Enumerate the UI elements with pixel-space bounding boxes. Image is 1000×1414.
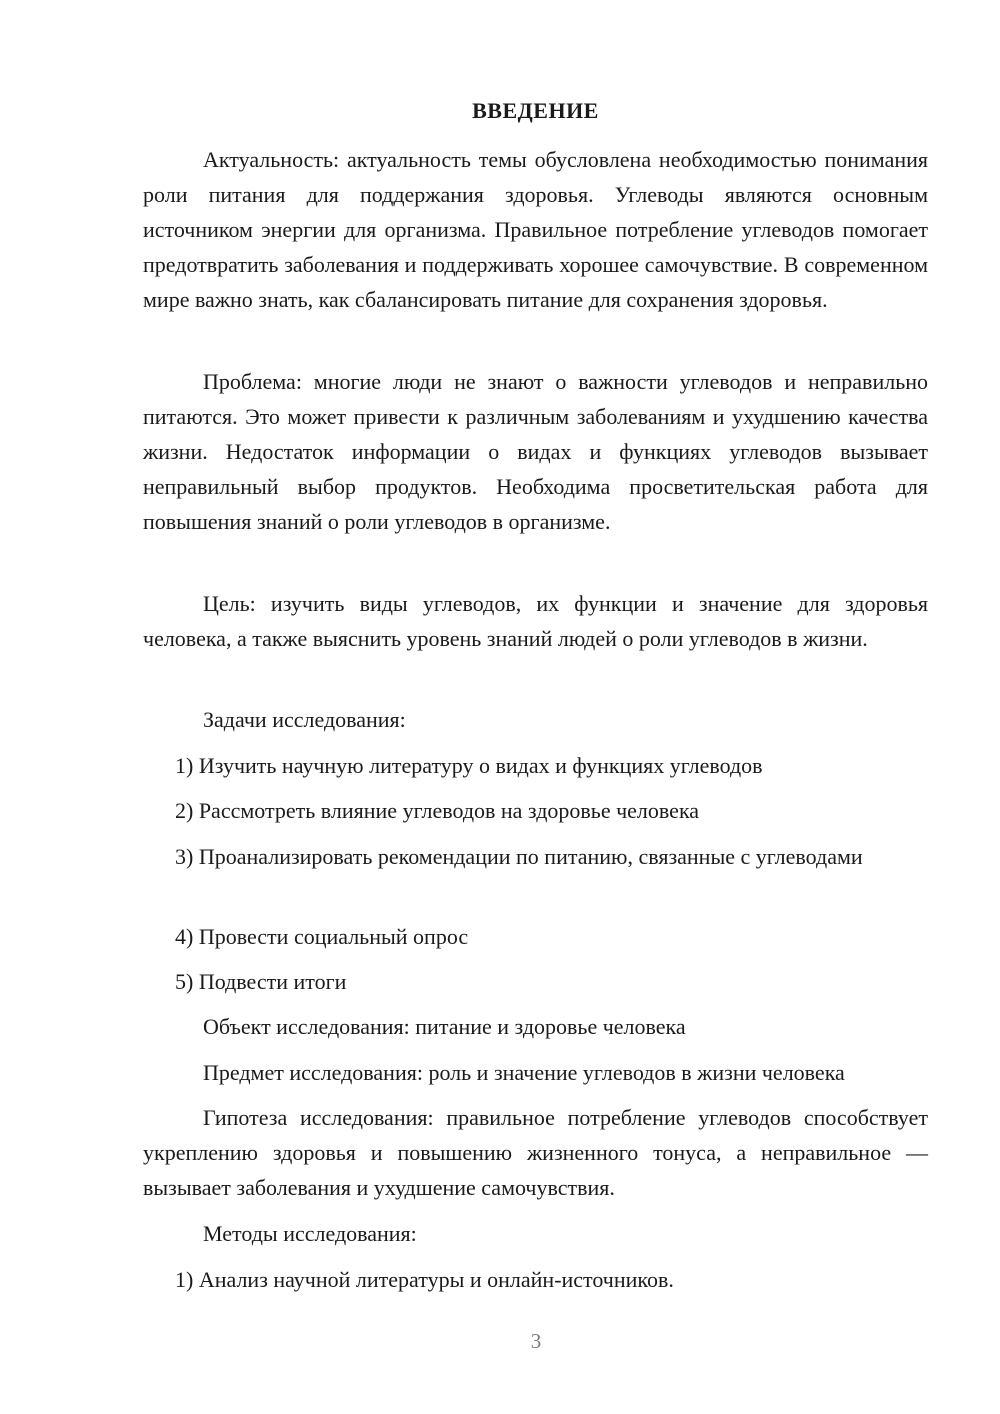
task-item-2: 2) Рассмотреть влияние углеводов на здоровье человека (175, 798, 700, 823)
method-item-1: 1) Анализ научной литературы и онлайн-источников. (175, 1267, 674, 1292)
paragraph-relevance: Актуальность: актуальность темы обусловлена необходимостью понимания роли питания для поддержания здоровья. Углеводы являются основным источником энергии для организма. Правильное потребление углеводов помогает предотвратить заболевания и поддерживать хорошее самочувствие. В современном мире важно знать, как сбалансировать питание для сохранения здоровья. (143, 147, 928, 312)
methods-heading: Методы исследования: (203, 1221, 417, 1246)
page-number: 3 (530, 1329, 542, 1353)
task-item-1: 1) Изучить научную литературу о видах и функциях углеводов (175, 753, 763, 778)
paragraph-goal: Цель: изучить виды углеводов, их функции и значение для здоровья человека, а также выяснить уровень знаний людей о роли углеводов в жизни. (143, 591, 928, 651)
task-item-5: 5) Подвести итоги (175, 969, 347, 994)
page-title: ВВЕДЕНИЕ (472, 98, 599, 123)
paragraph-problem: Проблема: многие люди не знают о важности углеводов и неправильно питаются. Это может привести к различным заболеваниям и ухудшению качества жизни. Недостаток информации о видах и функциях углеводов вызывает неправильный выбор продуктов. Необходима просветительская работа для повышения знаний о роли углеводов в организме. (143, 369, 928, 534)
tasks-heading: Задачи исследования: (203, 707, 406, 732)
task-item-3: 3) Проанализировать рекомендации по питанию, связанные с углеводами (175, 844, 863, 869)
task-item-4: 4) Провести социальный опрос (175, 924, 469, 949)
paragraph-object: Объект исследования: питание и здоровье человека (203, 1014, 686, 1039)
paragraph-subject: Предмет исследования: роль и значение углеводов в жизни человека (203, 1060, 845, 1085)
paragraph-hypothesis: Гипотеза исследования: правильное потребление углеводов способствует укреплению здоровья и повышению жизненного тонуса, а неправильное — вызывает заболевания и ухудшение самочувствия. (143, 1105, 928, 1200)
